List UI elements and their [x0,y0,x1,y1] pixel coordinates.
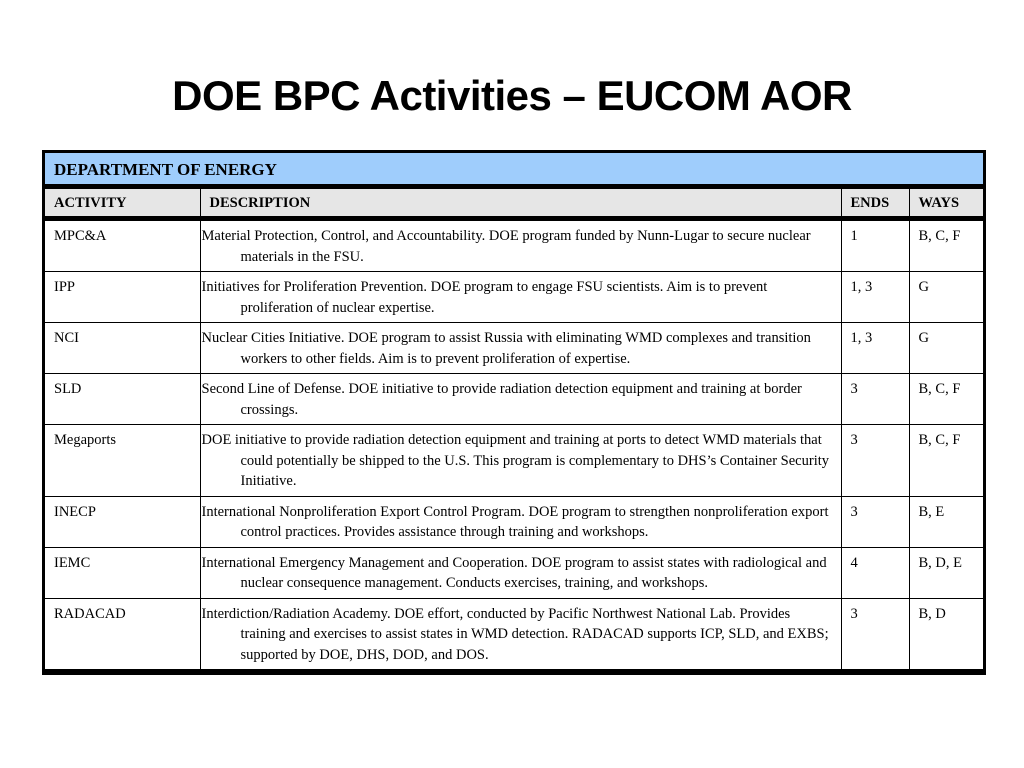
description-cell: DOE initiative to provide radiation detection equipment and training at ports to detect WMD materials that could potentially be shipped to the U.S. This program is complementary to DHS’s Container Security Initiative. [200,425,841,497]
description-cell: International Emergency Management and Cooperation. DOE program to assist states with radiological and nuclear consequence management. Conducts exercises, training, and workshops. [200,547,841,598]
activity-cell: RADACAD [45,598,200,669]
ways-cell: B, E [909,496,983,547]
description-cell: Initiatives for Proliferation Prevention. DOE program to engage FSU scientists. Aim is to prevent proliferation of nuclear expertise. [200,272,841,323]
ways-cell: B, D, E [909,547,983,598]
activity-cell: INECP [45,496,200,547]
ends-cell: 3 [841,496,909,547]
description-cell: Nuclear Cities Initiative. DOE program to assist Russia with eliminating WMD complexes and transition workers to other fields. Aim is to prevent proliferation of expertise. [200,323,841,374]
column-header-row [45,187,983,219]
column-header-activity: ACTIVITY [45,187,200,219]
description-cell: Interdiction/Radiation Academy. DOE effort, conducted by Pacific Northwest National Lab. Provides training and exercises to assist states in WMD detection. RADACAD supports ICP, SLD, and EXBS; supported by DOE, DHS, DOD, and DOS. [200,598,841,669]
table-row [45,323,983,374]
slide-title: DOE BPC Activities – EUCOM AOR [172,72,852,119]
column-header-ends: ENDS [841,187,909,219]
ends-cell: 3 [841,374,909,425]
activities-table [42,150,986,675]
ways-cell: B, C, F [909,374,983,425]
activity-cell: MPC&A [45,219,200,272]
ends-cell: 1 [841,219,909,272]
table-row [45,547,983,598]
department-name: DEPARTMENT OF ENERGY [45,153,983,187]
description-cell: Second Line of Defense. DOE initiative to provide radiation detection equipment and training at border crossings. [200,374,841,425]
ways-cell: G [909,323,983,374]
table-row [45,219,983,272]
activity-cell: IPP [45,272,200,323]
column-header-description: DESCRIPTION [200,187,841,219]
column-header-ways: WAYS [909,187,983,219]
ends-cell: 3 [841,425,909,497]
ends-cell: 3 [841,598,909,669]
department-header-row [45,153,983,187]
table-row [45,272,983,323]
table-row [45,598,983,669]
ends-cell: 4 [841,547,909,598]
activities-grid [45,153,983,669]
table-row [45,374,983,425]
description-cell: Material Protection, Control, and Accountability. DOE program funded by Nunn-Lugar to secure nuclear materials in the FSU. [200,219,841,272]
ends-cell: 1, 3 [841,323,909,374]
ways-cell: G [909,272,983,323]
description-cell: International Nonproliferation Export Control Program. DOE program to strengthen nonproliferation export control practices. Provides assistance through training and workshops. [200,496,841,547]
ends-cell: 1, 3 [841,272,909,323]
activity-cell: IEMC [45,547,200,598]
activity-cell: Megaports [45,425,200,497]
ways-cell: B, C, F [909,425,983,497]
table-row [45,496,983,547]
activity-cell: SLD [45,374,200,425]
ways-cell: B, C, F [909,219,983,272]
table-row [45,425,983,497]
ways-cell: B, D [918,605,946,622]
activity-cell: NCI [45,323,200,374]
